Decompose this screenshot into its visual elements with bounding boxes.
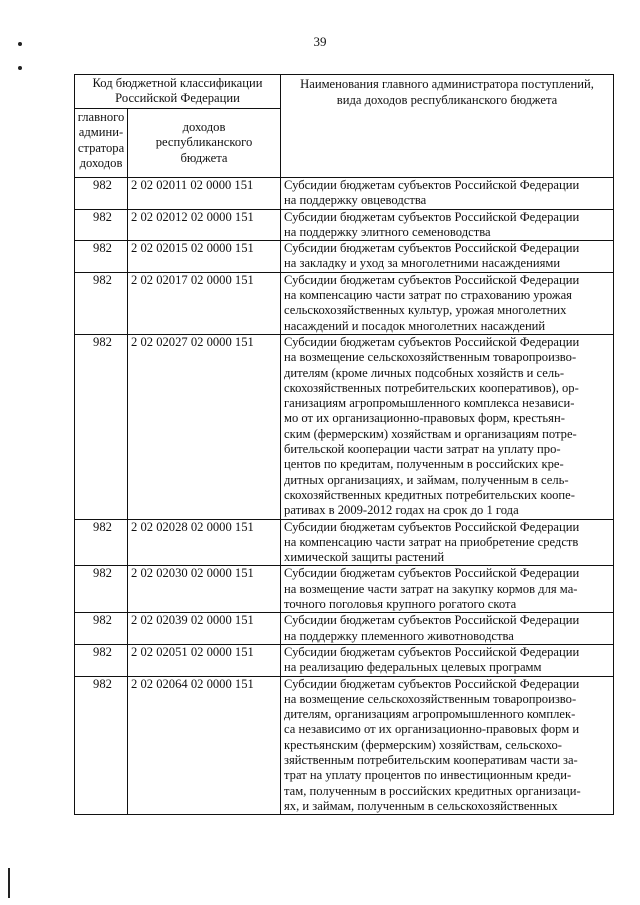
income-name-line: Субсидии бюджетам субъектов Российской Федерации xyxy=(284,519,580,534)
income-name-line: скохозяйственных потребительских кооперативов), ор- xyxy=(284,380,579,395)
income-name-line: Субсидии бюджетам субъектов Российской Федерации xyxy=(284,209,580,224)
income-name-line: центов по кредитам, полученным в российских кре- xyxy=(284,457,564,472)
income-name-cell xyxy=(281,613,614,645)
admin-code-cell: 982 xyxy=(75,272,128,334)
income-name-line: на компенсацию части затрат по страхованию урожая xyxy=(284,288,572,303)
income-name-cell xyxy=(281,178,614,210)
admin-code-cell: 982 xyxy=(75,566,128,613)
income-code-cell: 2 02 02064 02 0000 151 xyxy=(128,676,281,815)
scan-mark-dot xyxy=(18,66,22,70)
income-name-cell xyxy=(281,241,614,273)
income-name-line: Субсидии бюджетам субъектов Российской Федерации xyxy=(284,566,580,581)
admin-code-cell: 982 xyxy=(75,644,128,676)
budget-classification-table xyxy=(74,74,614,815)
income-name-cell xyxy=(281,644,614,676)
table-row xyxy=(75,566,614,613)
income-name-line: дитных организациях, и займам, полученным в сель- xyxy=(284,472,569,487)
income-name-cell xyxy=(281,676,614,815)
table-body xyxy=(75,178,614,815)
income-name-line: химической защиты растений xyxy=(284,550,445,565)
income-name-line: на закладку и уход за многолетними насаждениями xyxy=(284,256,561,271)
table-row xyxy=(75,644,614,676)
admin-code-cell: 982 xyxy=(75,178,128,210)
income-name-cell xyxy=(281,334,614,519)
income-code-cell: 2 02 02030 02 0000 151 xyxy=(128,566,281,613)
income-name-line: ским (фермерским) хозяйствам и организациям потре- xyxy=(284,426,577,441)
budget-code-group-header: Код бюджетной классификации Российской Федерации xyxy=(75,75,281,109)
income-name-line: Субсидии бюджетам субъектов Российской Федерации xyxy=(284,613,580,628)
table-row xyxy=(75,241,614,273)
income-name-line: на возмещение сельскохозяйственным товаропроизво- xyxy=(284,691,577,706)
income-name-line: сельскохозяйственных культур, урожая многолетних xyxy=(284,303,567,318)
income-name-cell xyxy=(281,209,614,241)
income-name-line: Субсидии бюджетам субъектов Российской Федерации xyxy=(284,334,580,349)
table-row xyxy=(75,613,614,645)
income-code-cell: 2 02 02015 02 0000 151 xyxy=(128,241,281,273)
income-name-cell xyxy=(281,519,614,566)
income-name-line: ях, и займам, полученным в сельскохозяйственных xyxy=(284,798,558,813)
scan-mark-bar xyxy=(8,868,10,898)
income-name-line: зяйственным потребительским кооперативам части за- xyxy=(284,752,578,767)
income-name-line: мо от их организационно-правовых форм, крестьян- xyxy=(284,411,565,426)
income-code-cell: 2 02 02051 02 0000 151 xyxy=(128,644,281,676)
income-name-line: ганизациям агропромышленного комплекса независи- xyxy=(284,396,575,411)
income-code-cell: 2 02 02017 02 0000 151 xyxy=(128,272,281,334)
name-column-header: Наименования главного администратора поступлений, вида доходов республиканского бюджета xyxy=(281,75,614,178)
income-name-line: бительской кооперации части затрат на уплату про- xyxy=(284,442,561,457)
admin-column-header: главного админи- стратора доходов xyxy=(75,109,128,178)
table-row xyxy=(75,272,614,334)
income-name-line: Субсидии бюджетам субъектов Российской Федерации xyxy=(284,178,580,192)
income-name-line: точного поголовья крупного рогатого скота xyxy=(284,597,517,612)
income-name-line: на поддержку овцеводства xyxy=(284,193,427,208)
table-row xyxy=(75,178,614,210)
income-name-cell xyxy=(281,566,614,613)
income-name-cell xyxy=(281,272,614,334)
income-name-line: дителям, организациям агропромышленного комплек- xyxy=(284,707,576,722)
admin-code-cell: 982 xyxy=(75,209,128,241)
income-name-line: ративах в 2009-2012 годах на срок до 1 года xyxy=(284,503,519,518)
income-name-line: на реализацию федеральных целевых программ xyxy=(284,660,542,675)
admin-code-cell: 982 xyxy=(75,334,128,519)
income-name-line: на возмещение сельскохозяйственным товаропроизво- xyxy=(284,350,577,365)
income-name-line: Субсидии бюджетам субъектов Российской Федерации xyxy=(284,676,580,691)
income-name-line: там, полученным в российских кредитных организаци- xyxy=(284,783,581,798)
table-row xyxy=(75,519,614,566)
page-number: 39 xyxy=(313,34,327,49)
admin-code-cell: 982 xyxy=(75,241,128,273)
income-code-cell: 2 02 02012 02 0000 151 xyxy=(128,209,281,241)
income-code-cell: 2 02 02028 02 0000 151 xyxy=(128,519,281,566)
income-name-line: са независимо от их организационно-правовых форм и xyxy=(284,722,580,737)
income-name-line: на компенсацию части затрат на приобретение средств xyxy=(284,534,579,549)
table-row xyxy=(75,209,614,241)
admin-code-cell: 982 xyxy=(75,613,128,645)
income-code-cell: 2 02 02011 02 0000 151 xyxy=(128,178,281,210)
admin-code-cell: 982 xyxy=(75,519,128,566)
admin-code-cell: 982 xyxy=(75,676,128,815)
income-name-line: скохозяйственных кредитных потребительских коопе- xyxy=(284,487,575,502)
income-name-line: Субсидии бюджетам субъектов Российской Федерации xyxy=(284,241,580,256)
income-name-line: трат на уплату процентов по инвестиционным креди- xyxy=(284,768,572,783)
table-row xyxy=(75,334,614,519)
income-name-line: на поддержку элитного семеноводства xyxy=(284,224,491,239)
income-name-line: крестьянским (фермерским) хозяйствам, сельскохо- xyxy=(284,737,563,752)
income-name-line: на поддержку племенного животноводства xyxy=(284,628,514,643)
income-code-cell: 2 02 02027 02 0000 151 xyxy=(128,334,281,519)
table-row xyxy=(75,676,614,815)
income-name-line: Субсидии бюджетам субъектов Российской Федерации xyxy=(284,272,580,287)
income-name-line: на возмещение части затрат на закупку кормов для ма- xyxy=(284,581,578,596)
income-name-line: насаждений и посадок многолетних насаждений xyxy=(284,318,546,333)
income-column-header: доходов республиканского бюджета xyxy=(128,109,281,178)
income-code-cell: 2 02 02039 02 0000 151 xyxy=(128,613,281,645)
income-name-line: дителям (кроме личных подсобных хозяйств и сель- xyxy=(284,365,565,380)
income-name-line: Субсидии бюджетам субъектов Российской Федерации xyxy=(284,644,580,659)
